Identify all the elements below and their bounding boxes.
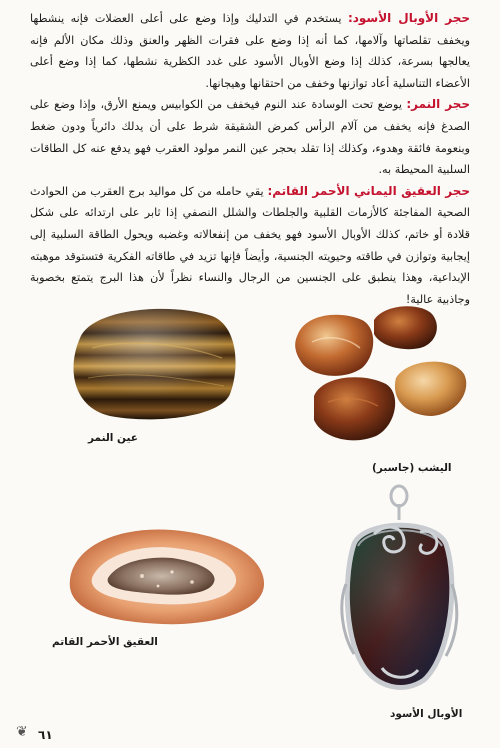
caption-agate: العقيق الأحمر القاتم xyxy=(52,636,158,648)
agate-image xyxy=(62,520,268,630)
page-number: ٦١ xyxy=(38,728,53,742)
paragraph-black-opal xyxy=(30,8,470,94)
caption-jasper: اليشب (جاسبر) xyxy=(372,462,452,474)
ornament-icon: ❦ xyxy=(16,724,28,740)
heading-black-opal: حجر الأوبال الأسود: xyxy=(347,11,470,25)
heading-yemeni-agate: حجر العقيق اليماني الأحمر القاتم: xyxy=(267,183,470,198)
tiger-eye-image xyxy=(62,298,240,426)
caption-black-opal: الأوبال الأسود xyxy=(390,708,463,720)
heading-tiger-stone: حجر النمر: xyxy=(406,97,471,112)
paragraph-tiger-stone xyxy=(30,94,470,180)
article-text xyxy=(30,8,470,310)
caption-tiger-eye: عين النمر xyxy=(88,432,138,444)
body-yemeni-agate: يقي حامله من كل مواليد برج العقرب من الحوادث الصحية المفاجئة كالأزمات القلبية والجلطات والشلل النصفي إذا ثابر على ارتدائه على شكل قلادة أو خاتم، كذلك الأوبال الأسود فهو يخفف من إنفعالاته وغضبه ويحول الطاقة السلبية إلى إيجابية وتوازن في طاقته وحيويته الجنسية، وأيضاً فإنها تزيد في طاقاته الفكرية فتستوقد موهبته الإبداعية، وهذا ينطبق على الجنسين من الرجال والنساء نظراً لأن هذا البرج يتمتع بخصوبة وجاذبية عالية! xyxy=(30,184,470,306)
paragraph-yemeni-agate xyxy=(30,181,470,311)
black-opal-pendant-image xyxy=(324,484,474,692)
body-tiger-stone: يوضع تحت الوسادة عند النوم فيخفف من الكوابيس ويمنع الأرق، وإذا وضع على الصدغ فإنه يخفف من آلام الرأس كمرض الشقيقة شرط على أن يدلك دائرياً ودون ضغط وبنعومة فائقة وهدوء، وكذلك إذا تقلد بحجر عين النمر مولود العقرب فهو يدفع عنه كل الطاقات السلبية المحيطة به. xyxy=(30,98,470,177)
body-black-opal: يستخدم في التدليك وإذا وضع على أعلى العضلات فإنه ينشطها ويخفف تقلصاتها وآلامها، كما أنه إذا وضع على فقرات الظهر والعنق وذلك مكان الألم فإنه يعالجها بسرعة، كذلك إذا وضع الأوبال الأسود على غدد الكظرية نشطها، كما إذا وضع أعلى الأعضاء التناسلية أعاد توازنها وخفف من احتقانها وهيجانها. xyxy=(30,12,470,90)
jasper-image xyxy=(292,298,472,448)
